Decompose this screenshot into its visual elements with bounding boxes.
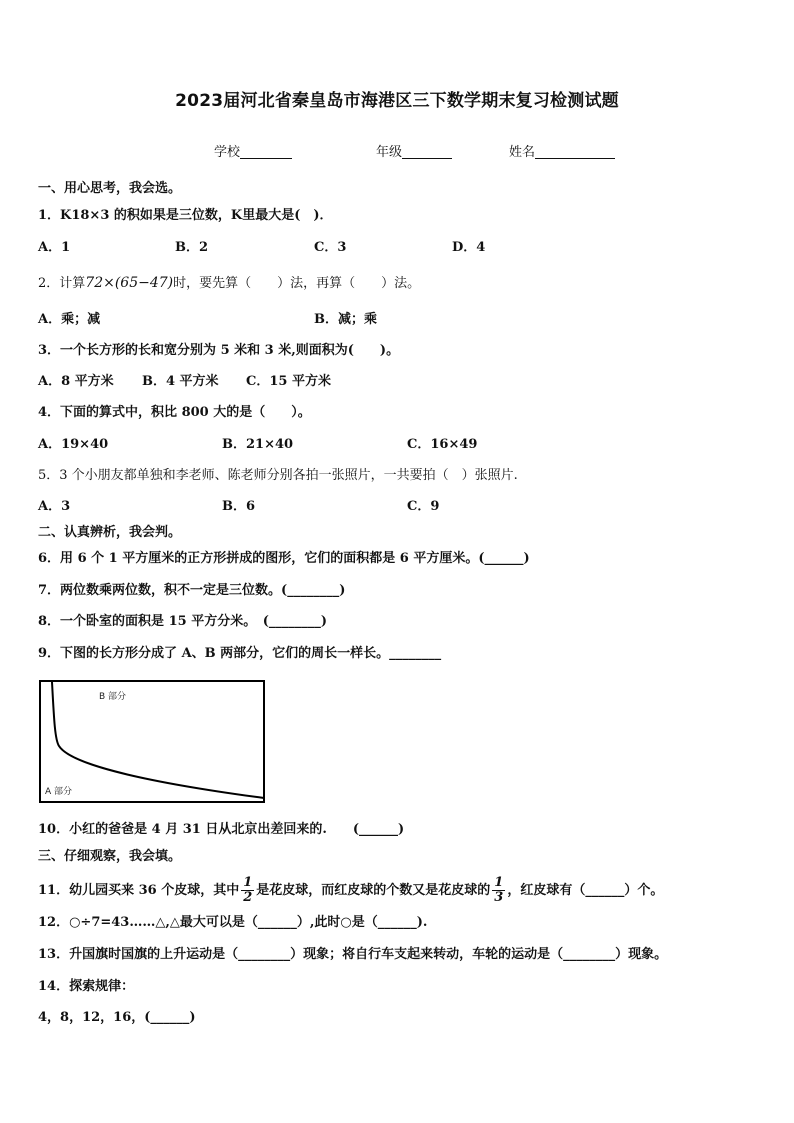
fraction-one-third: $\frac{1}{3}$ <box>494 875 504 905</box>
section-1-heading: 一、用心思考，我会选。 <box>38 181 182 196</box>
page-title: 2023届河北省秦皇岛市海港区三下数学期末复习检测试题 <box>175 91 619 111</box>
question-14: 14．探索规律： <box>38 979 135 994</box>
question-13: 13．升国旗时国旗的上升运动是（________）现象；将自行车支起来转动，车轮的运动是（________）现象。 <box>38 947 668 962</box>
rectangle-figure <box>39 680 266 804</box>
q1-option-b: B．2 <box>175 240 209 255</box>
q3-option-b: B．4 平方米 <box>142 374 219 389</box>
q5-option-a: A．3 <box>38 499 71 514</box>
fraction-one-half: $\frac{1}{2}$ <box>243 875 253 905</box>
school-field: 学校 <box>214 141 292 160</box>
q3-option-a: A．8 平方米 <box>38 374 114 389</box>
q3-option-c: C．15 平方米 <box>246 374 331 389</box>
question-6: 6．用 6 个 1 平方厘米的正方形拼成的图形，它们的面积都是 6 平方厘米。(______) <box>38 551 530 566</box>
question-2: 2．计算72×(65−47)时，要先算（ ）法，再算（ ）法。 <box>38 275 421 291</box>
question-10: 10．小红的爸爸是 4 月 31 日从北京出差回来的. (______) <box>38 822 405 837</box>
question-5: 5．3 个小朋友都单独和李老师、陈老师分别各拍一张照片，一共要拍（ ）张照片. <box>38 468 518 483</box>
question-7: 7．两位数乘两位数，积不一定是三位数。(________) <box>38 583 346 598</box>
q4-option-b: B．21×40 <box>222 437 294 452</box>
q2-option-a: A．乘；减 <box>38 312 101 327</box>
q5-option-b: B．6 <box>222 499 256 514</box>
q1-option-c: C．3 <box>314 240 347 255</box>
question-12: 12．○÷7=43……△,△最大可以是（______）,此时○是（______). <box>38 915 428 930</box>
part-b-label: B 部分 <box>99 692 127 702</box>
section-2-heading: 二、认真辨析，我会判。 <box>38 525 182 540</box>
part-a-label: A 部分 <box>45 787 73 797</box>
q4-option-c: C．16×49 <box>407 437 478 452</box>
name-field: 姓名 <box>509 141 615 160</box>
question-3: 3．一个长方形的长和宽分别为 5 米和 3 米,则面积为( )。 <box>38 343 400 358</box>
question-9: 9．下图的长方形分成了 A、B 两部分，它们的周长一样长。________ <box>38 646 442 661</box>
question-4: 4．下面的算式中，积比 800 大的是（ ）。 <box>38 405 311 420</box>
question-11: 11．幼儿园买来 36 个皮球，其中 $\frac{1}{2}$ 是花皮球，而红皮球的个数又是花皮球的 $\frac{1}{3}$ ，红皮球有（______）个。 <box>38 875 664 905</box>
question-14-sequence: 4，8，12，16，(______) <box>38 1010 196 1025</box>
grade-field: 年级 <box>376 141 452 160</box>
q5-option-c: C．9 <box>407 499 440 514</box>
section-3-heading: 三、仔细观察，我会填。 <box>38 849 182 864</box>
q1-option-d: D．4 <box>452 240 486 255</box>
q2-option-b: B．减；乘 <box>314 312 377 327</box>
question-8: 8．一个卧室的面积是 15 平方分米。 (________) <box>38 614 327 629</box>
q1-option-a: A．1 <box>38 240 71 255</box>
question-1: 1．K18×3 的积如果是三位数，K里最大是( )． <box>38 208 333 223</box>
q4-option-a: A．19×40 <box>38 437 109 452</box>
